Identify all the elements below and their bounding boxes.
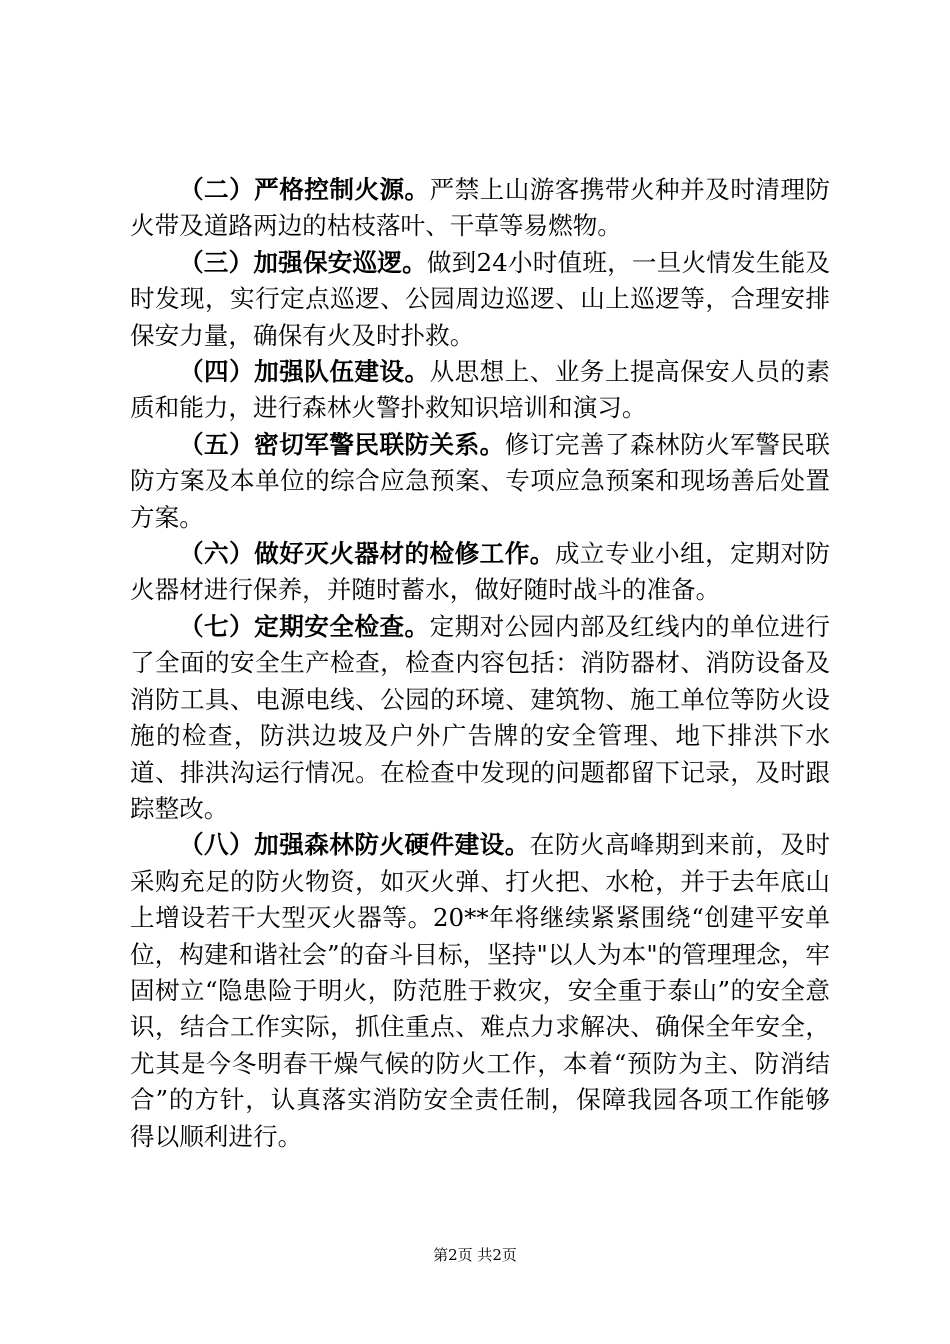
paragraph-text: 成立专业小组，定期对防火器材进行保养，并随时蓄水，做好随时战斗的准备。 bbox=[130, 539, 830, 605]
paragraph-text: 从思想上、业务上提高保安人员的素质和能力，进行森林火警扑救知识培训和演习。 bbox=[130, 357, 830, 423]
paragraph-8 bbox=[130, 827, 830, 1155]
paragraph-heading: （六）做好灭火器材的检修工作。 bbox=[179, 539, 555, 569]
paragraph-2 bbox=[130, 172, 830, 245]
paragraph-heading: （七）定期安全检查。 bbox=[179, 611, 430, 641]
paragraph-heading: （五）密切军警民联防关系。 bbox=[179, 429, 505, 459]
paragraph-7 bbox=[130, 609, 830, 827]
paragraph-text: 定期对公园内部及红线内的单位进行了全面的安全生产检查，检查内容包括：消防器材、消防设备及消防工具、电源电线、公园的环境、建筑物、施工单位等防火设施的检查，防洪边坡及户外广告牌的安全管理、地下排洪下水道、排洪沟运行情况。在检查中发现的问题都留下记录，及时跟踪整改。 bbox=[130, 611, 830, 823]
paragraph-text: 做到24小时值班，一旦火情发生能及时发现，实行定点巡逻、公园周边巡逻、山上巡逻等，合理安排保安力量，确保有火及时扑救。 bbox=[130, 247, 830, 350]
paragraph-3 bbox=[130, 245, 830, 354]
paragraph-heading: （二）严格控制火源。 bbox=[179, 175, 430, 204]
paragraph-4 bbox=[130, 354, 830, 427]
paragraph-6 bbox=[130, 536, 830, 609]
paragraph-5 bbox=[130, 427, 830, 536]
paragraph-heading: （三）加强保安巡逻。 bbox=[179, 247, 427, 277]
paragraph-text: 严禁上山游客携带火种并及时清理防火带及道路两边的枯枝落叶、干草等易燃物。 bbox=[130, 175, 830, 241]
page-number-footer: 第2页 共2页 bbox=[433, 1246, 517, 1264]
document-body bbox=[130, 172, 830, 1155]
paragraph-text: 在防火高峰期到来前，及时采购充足的防火物资，如灭火弹、打火把、水枪，并于去年底山上增设若干大型灭火器等。20**年将继续紧紧围绕“创建平安单位，构建和谐社会”的奋斗目标，坚持"以人为本"的管理理念，牢固树立“隐患险于明火，防范胜于救灾，安全重于泰山”的安全意识，结合工作实际，抓住重点、难点力求解决、确保全年安全，尤其是今冬明春干燥气候的防火工作，本着“预防为主、防消结合”的方针，认真落实消防安全责任制，保障我园各项工作能够得以顺利进行。 bbox=[130, 830, 830, 1151]
paragraph-text: 修订完善了森林防火军警民联防方案及本单位的综合应急预案、专项应急预案和现场善后处置方案。 bbox=[130, 429, 830, 532]
paragraph-heading: （八）加强森林防火硬件建设。 bbox=[179, 830, 530, 860]
paragraph-heading: （四）加强队伍建设。 bbox=[179, 357, 430, 387]
